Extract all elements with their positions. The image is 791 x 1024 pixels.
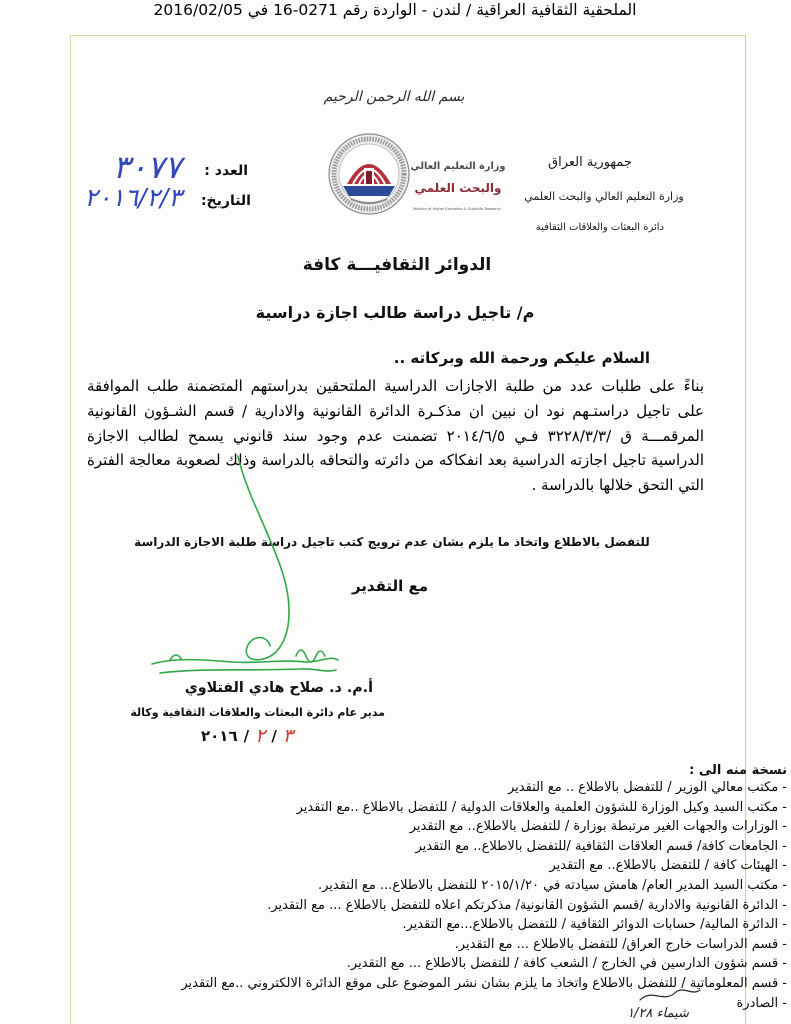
body-line: الدراسية تاجيل اجازته الدراسية بعد انفكاكه من دائرته والتحاقه بالدراسة وذلك لصعوبة معالجة الفترة: [87, 451, 704, 470]
date-separator: /: [271, 727, 277, 745]
letterhead-country: جمهورية العراق: [548, 155, 632, 170]
addressee: الدوائر الثقافيـــة كافة: [302, 255, 492, 275]
body-line: على تاجيل دراستـهم نود ان نبين ان مذكـرة الدائرة القانونية والادارية / قسم الشـؤون القانونية: [87, 401, 704, 420]
cc-heading: نسخة منه الى :: [689, 763, 787, 778]
fax-header: الملحقية الثقافية العراقية / لندن - الواردة رقم 0271-16 في 2016/02/05: [153, 1, 637, 19]
body-line: التي التحق خلالها بالدراسة .: [531, 476, 704, 494]
greeting: السلام عليكم ورحمة الله وبركاته ..: [393, 349, 650, 367]
frame-top-border: [70, 35, 746, 36]
cc-item: - الدائرة القانونية والادارية /قسم الشؤون القانونية/ مذكرتكم اعلاه للتفضل بالاطلاع ... مع التقدير.: [267, 897, 787, 913]
logo-title-line2: والبحث العلمي: [414, 181, 502, 195]
typist-initials-handwritten: شيماء ١/٢٨: [627, 1006, 689, 1021]
cc-item: - قسم المعلوماتية / للتفضل بالاطلاع واتخاذ ما يلزم بشان نشر الموضوع على موقع الدائرة الالكتروني ..مع التقدير: [181, 975, 787, 991]
body-line: المرقمـــة ق /٣٢٢٨/٣/٣ فـي ٢٠١٤/٦/٥ تضمنت عدم وجود سند قانوني يسمح لطالب الاجازة: [87, 426, 704, 445]
reference-number-label: العدد :: [204, 163, 248, 179]
reference-date-label: التاريخ:: [200, 193, 251, 209]
cc-item: - قسم الدراسات خارج العراق/ للتفضل بالاطلاع ... مع التقدير.: [454, 936, 787, 952]
signature-date-month: ٢: [255, 725, 266, 747]
signature-date-day: ٣: [282, 725, 294, 747]
logo-english-name: Ministry of Higher Education & Scientific Research: [413, 207, 501, 211]
letterhead-ministry: وزارة التعليم العالي والبحث العلمي: [524, 190, 684, 203]
signature-date: [188, 724, 306, 748]
cc-item: - مكتب السيد المدير العام/ هامش سيادته في ٢٠١٥/١/٢٠ للتفضل بالاطلاع... مع التقدير.: [317, 877, 787, 893]
cc-item: - قسم شؤون الدارسين في الخارج / الشعب كافة / للتفضل بالاطلاع ... مع التقدير.: [346, 956, 787, 972]
cc-item: - الهيئات كافة / للتفضل بالاطلاع.. مع التقدير: [549, 858, 787, 874]
cc-item: - الجامعات كافة/ قسم العلاقات الثقافية /للتفضل بالاطلاع.. مع التقدير: [415, 838, 787, 854]
signatory-name: أ.م. د. صلاح هادي الفتلاوي: [185, 680, 373, 696]
cc-list: [97, 778, 787, 1013]
logo-title-line1: وزارة التعليم العالي: [410, 161, 506, 172]
cc-item: - مكتب معالي الوزير / للتفضل بالاطلاع .. مع التقدير: [507, 780, 787, 795]
basmala: بسم الله الرحمن الرحيم: [323, 89, 465, 105]
signatory-title: مدير عام دائرة البعثات والعلاقات الثقافية وكالة: [130, 706, 385, 719]
request-line: للتفضل بالاطلاع واتخاذ ما يلزم بشان عدم ترويج كتب تاجيل دراسة طلبة الاجازة الدراسة: [134, 535, 650, 549]
reference-number-handwritten: ٣٠٧٧: [112, 148, 182, 186]
body-line: بناءً على طلبات عدد من طلبة الاجازات الدراسية الملتحقين بدراستهم المتضمنة طلب الموافقة: [87, 377, 704, 395]
body-paragraph: [87, 374, 704, 498]
cc-item: - الصادرة: [736, 995, 787, 1011]
cc-item: - مكتب السيد وكيل الوزارة للشؤون العلمية والعلاقات الدولية / للتفضل بالاطلاع ..مع التقدير: [296, 799, 787, 815]
cc-item: - الوزارات والجهات الغير مرتبطة بوزارة / للتفضل بالاطلاع.. مع التقدير: [409, 819, 787, 835]
reference-date-handwritten: ٢٠١٦/٢/٣: [84, 183, 182, 212]
letterhead-department: دائرة البعثات والعلاقات الثقافية: [536, 222, 664, 233]
date-separator: /: [243, 727, 250, 745]
ministry-emblem-icon: [327, 132, 411, 216]
signature-date-year: ٢٠١٦: [200, 727, 238, 745]
closing: مع التقدير: [351, 577, 429, 595]
subject-line: م/ تاجيل دراسة طالب اجازة دراسية: [255, 303, 535, 322]
cc-item: - الدائرة المالية/ حسابات الدوائر الثقافية / للتفضل بالاطلاع...مع التقدير.: [402, 917, 787, 933]
